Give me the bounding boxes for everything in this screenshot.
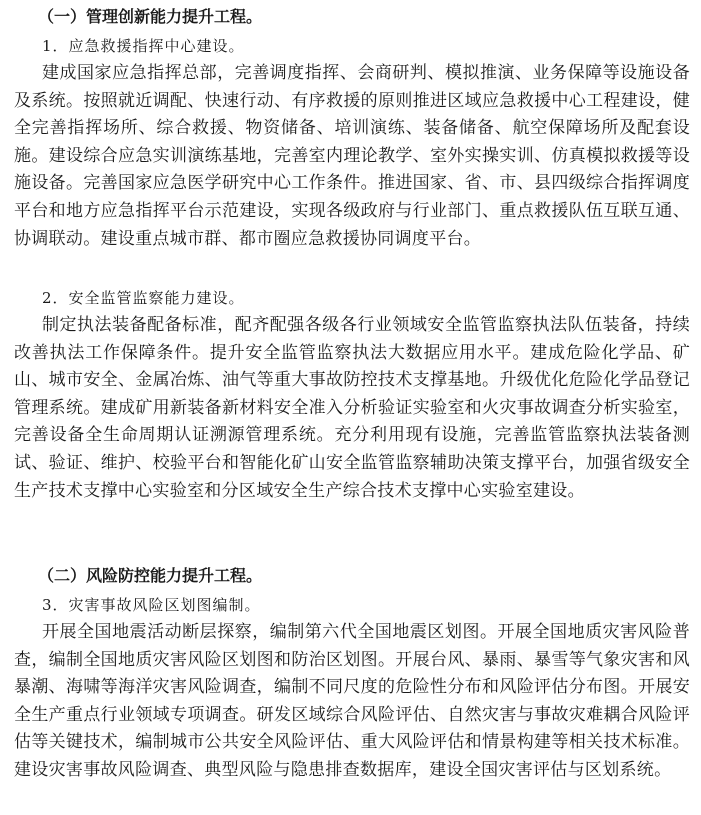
item-2-body-block <box>14 312 690 505</box>
item-1-body-block <box>14 60 690 253</box>
item-1-title: 1．应急救援指挥中心建设。 <box>42 37 245 55</box>
section-1 <box>14 7 690 27</box>
section-2 <box>14 566 690 586</box>
item-3-body: 开展全国地震活动断层探察，编制第六代全国地震区划图。开展全国地质灾害风险普查，编制全国地质灾害风险区划图和防治区划图。开展台风、暴雨、暴雪等气象灾害和风暴潮、海啸等海洋灾害风险调查，编制不同尺度的危险性分布和风险评估分布图。开展安全生产重点行业领域专项调查。研发区域综合风险评估、自然灾害与事故灾难耦合风险评估等关键技术，编制城市公共安全风险评估、重大风险评估和情景构建等相关技术标准。建设灾害事故风险调查、典型风险与隐患排查数据库，建设全国灾害评估与区划系统。 <box>14 622 690 780</box>
section-2-heading: （二）风险防控能力提升工程。 <box>38 566 263 585</box>
item-1-body: 建成国家应急指挥总部，完善调度指挥、会商研判、模拟推演、业务保障等设施设备及系统。按照就近调配、快速行动、有序救援的原则推进区域应急救援中心工程建设，健全完善指挥场所、综合救援、物资储备、培训演练、装备储备、航空保障场所及配套设施。建设综合应急实训演练基地，完善室内理论教学、室外实操实训、仿真模拟救援等设施设备。完善国家应急医学研究中心工作条件。推进国家、省、市、县四级综合指挥调度平台和地方应急指挥平台示范建设，实现各级政府与行业部门、重点救援队伍互联互通、协调联动。建设重点城市群、都市圈应急救援协同调度平台。 <box>14 63 690 249</box>
item-2-title: 2．安全监管监察能力建设。 <box>42 289 245 307</box>
item-3-title: 3．灾害事故风险区划图编制。 <box>42 596 261 614</box>
item-3 <box>14 595 690 615</box>
section-1-heading: （一）管理创新能力提升工程。 <box>38 7 263 26</box>
item-1 <box>14 36 690 56</box>
item-2 <box>14 288 690 308</box>
item-2-body: 制定执法装备配备标准，配齐配强各级各行业领域安全监管监察执法队伍装备，持续改善执法工作保障条件。提升安全监管监察执法大数据应用水平。建成危险化学品、矿山、城市安全、金属冶炼、油气等重大事故防控技术支撑基地。升级优化危险化学品登记管理系统。建成矿用新装备新材料安全准入分析验证实验室和火灾事故调查分析实验室，完善设备全生命周期认证溯源管理系统。充分利用现有设施，完善监管监察执法装备测试、验证、维护、校验平台和智能化矿山安全监管监察辅助决策支撑平台，加强省级安全生产技术支撑中心实验室和分区域安全生产综合技术支撑中心实验室建设。 <box>14 315 690 501</box>
item-3-body-block <box>14 619 690 785</box>
